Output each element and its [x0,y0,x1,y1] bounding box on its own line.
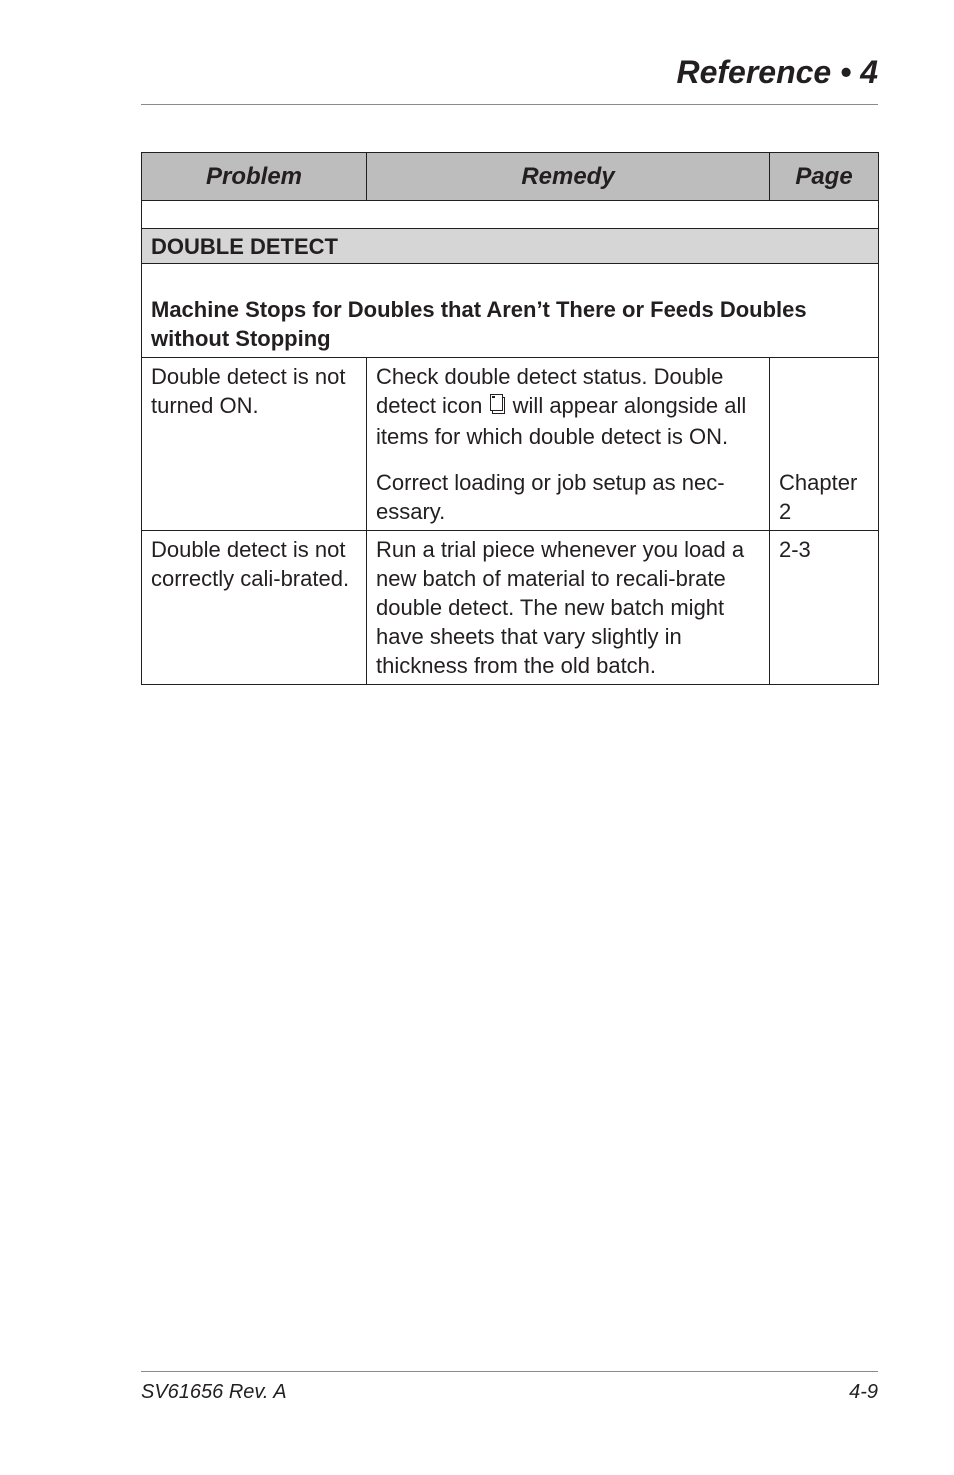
document-id: SV61656 Rev. A [141,1381,287,1403]
page-title: Reference • 4 [676,54,878,90]
problem-cell: Double detect is not correctly cali-brated. [142,531,367,685]
page-cell [770,455,879,531]
remedy-text: Correct loading or job setup as nec-essary. [376,470,725,524]
double-detect-icon [489,393,507,422]
page-number: 4-9 [849,1381,878,1403]
page-cell: 2-3 [770,531,879,685]
subheading: Machine Stops for Doubles that Aren’t There or Feeds Doubles without Stopping [142,264,879,358]
remedy-text-end: will appear alongside all items for which double detect is ON. [376,393,747,449]
remedy-cell: Run a trial piece whenever you load a new batch of material to recali-brate double detect. The new batch might have sheets that vary slightly in thickness from the old batch. [367,531,770,685]
troubleshooting-table [141,152,879,685]
table-header-row [142,153,879,201]
footer-divider [141,1371,878,1372]
remedy-text-start: Check double detect status. Double detect icon [376,364,724,418]
blank-cell [142,201,879,229]
remedy-cell [367,358,770,456]
table-row [142,358,879,456]
subheading-row [142,264,879,358]
remedy-cell [367,455,770,531]
section-title: DOUBLE DETECT [142,229,879,264]
header-divider [141,104,878,105]
blank-row [142,201,879,229]
column-header-page: Page [770,153,879,201]
page-cell [770,358,879,456]
problem-cell: Double detect is not turned ON. [142,358,367,531]
column-header-remedy: Remedy [367,153,770,201]
section-row [142,229,879,264]
column-header-problem: Problem [142,153,367,201]
page-reference: Chapter 2 [779,470,858,524]
table-row [142,531,879,685]
